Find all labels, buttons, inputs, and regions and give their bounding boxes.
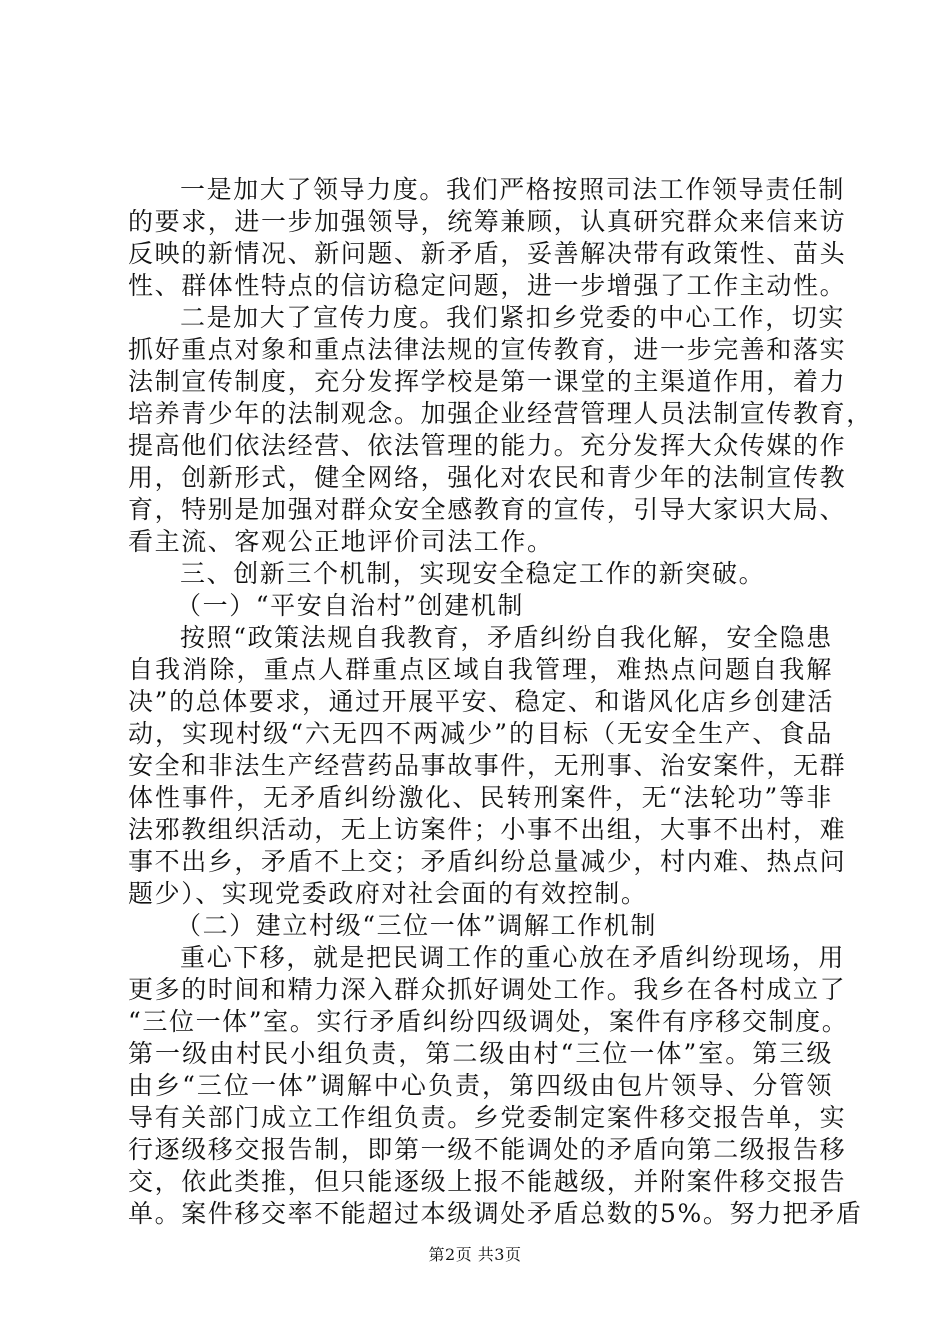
paragraph-line: 自我消除，重点人群重点区域自我管理，难热点问题自我解 <box>128 655 833 684</box>
paragraph-line: 事不出乡，矛盾不上交；矛盾纠纷总量减少，村内难、热点问 <box>128 847 847 876</box>
subsection-heading: （一）“平安自治村”创建机制 <box>176 591 524 620</box>
paragraph-line: 抓好重点对象和重点法律法规的宣传教育，进一步完善和落实 <box>128 335 847 364</box>
paragraph-line: 提高他们依法经营、依法管理的能力。充分发挥大众传媒的作 <box>128 431 847 460</box>
paragraph-line: 按照“政策法规自我教育，矛盾纠纷自我化解，安全隐患 <box>180 623 833 652</box>
paragraph-line: 由乡“三位一体”调解中心负责，第四级由包片领导、分管领 <box>128 1071 833 1100</box>
paragraph-line: 更多的时间和精力深入群众抓好调处工作。我乡在各村成立了 <box>128 975 847 1004</box>
paragraph-line: 性、群体性特点的信访稳定问题，进一步增强了工作主动性。 <box>128 271 847 300</box>
paragraph-line: 导有关部门成立工作组负责。乡党委制定案件移交报告单，实 <box>128 1103 847 1132</box>
paragraph-line: 第一级由村民小组负责，第二级由村“三位一体”室。第三级 <box>128 1039 833 1068</box>
paragraph-line: 培养青少年的法制观念。加强企业经营管理人员法制宣传教育， <box>128 399 873 428</box>
paragraph-line: 决”的总体要求，通过开展平安、稳定、和谐风化店乡创建活 <box>128 687 834 716</box>
paragraph-line: 重心下移，就是把民调工作的重心放在矛盾纠纷现场，用 <box>180 943 846 972</box>
subsection-heading: （二）建立村级“三位一体”调解工作机制 <box>176 911 657 940</box>
section-heading: 三、创新三个机制，实现安全稳定工作的新突破。 <box>180 559 766 588</box>
paragraph-line: 体性事件，无矛盾纠纷激化、民转刑案件，无“法轮功”等非 <box>128 783 833 812</box>
paragraph-line: 法制宣传制度，充分发挥学校是第一课堂的主渠道作用，着力 <box>128 367 847 396</box>
paragraph-line: 的要求，进一步加强领导，统筹兼顾，认真研究群众来信来访 <box>128 207 847 236</box>
page-number-footer: 第2页 共3页 <box>428 1245 522 1264</box>
paragraph-line: 看主流、客观公正地评价司法工作。 <box>128 527 554 556</box>
paragraph-line: 用，创新形式，健全网络，强化对农民和青少年的法制宣传教 <box>128 463 847 492</box>
paragraph-line: 单。案件移交率不能超过本级调处矛盾总数的5%。努力把矛盾 <box>128 1199 863 1228</box>
paragraph-line: 育，特别是加强对群众安全感教育的宣传，引导大家识大局、 <box>128 495 847 524</box>
paragraph-line: 安全和非法生产经营药品事故事件，无刑事、治安案件，无群 <box>128 751 847 780</box>
paragraph-line: 二是加大了宣传力度。我们紧扣乡党委的中心工作，切实 <box>180 303 846 332</box>
paragraph-line: 一是加大了领导力度。我们严格按照司法工作领导责任制 <box>180 175 846 204</box>
paragraph-line: 交，依此类推，但只能逐级上报不能越级，并附案件移交报告 <box>128 1167 847 1196</box>
paragraph-line: 动，实现村级“六无四不两减少”的目标（无安全生产、食品 <box>128 719 833 748</box>
paragraph-line: 题少）、实现党委政府对社会面的有效控制。 <box>128 879 648 908</box>
paragraph-line: 反映的新情况、新问题、新矛盾，妥善解决带有政策性、苗头 <box>128 239 847 268</box>
paragraph-line: 法邪教组织活动，无上访案件；小事不出组，大事不出村，难 <box>128 815 847 844</box>
paragraph-line: 行逐级移交报告制，即第一级不能调处的矛盾向第二级报告移 <box>128 1135 847 1164</box>
document-body <box>128 174 873 1230</box>
paragraph-line: “三位一体”室。实行矛盾纠纷四级调处，案件有序移交制度。 <box>128 1007 849 1036</box>
